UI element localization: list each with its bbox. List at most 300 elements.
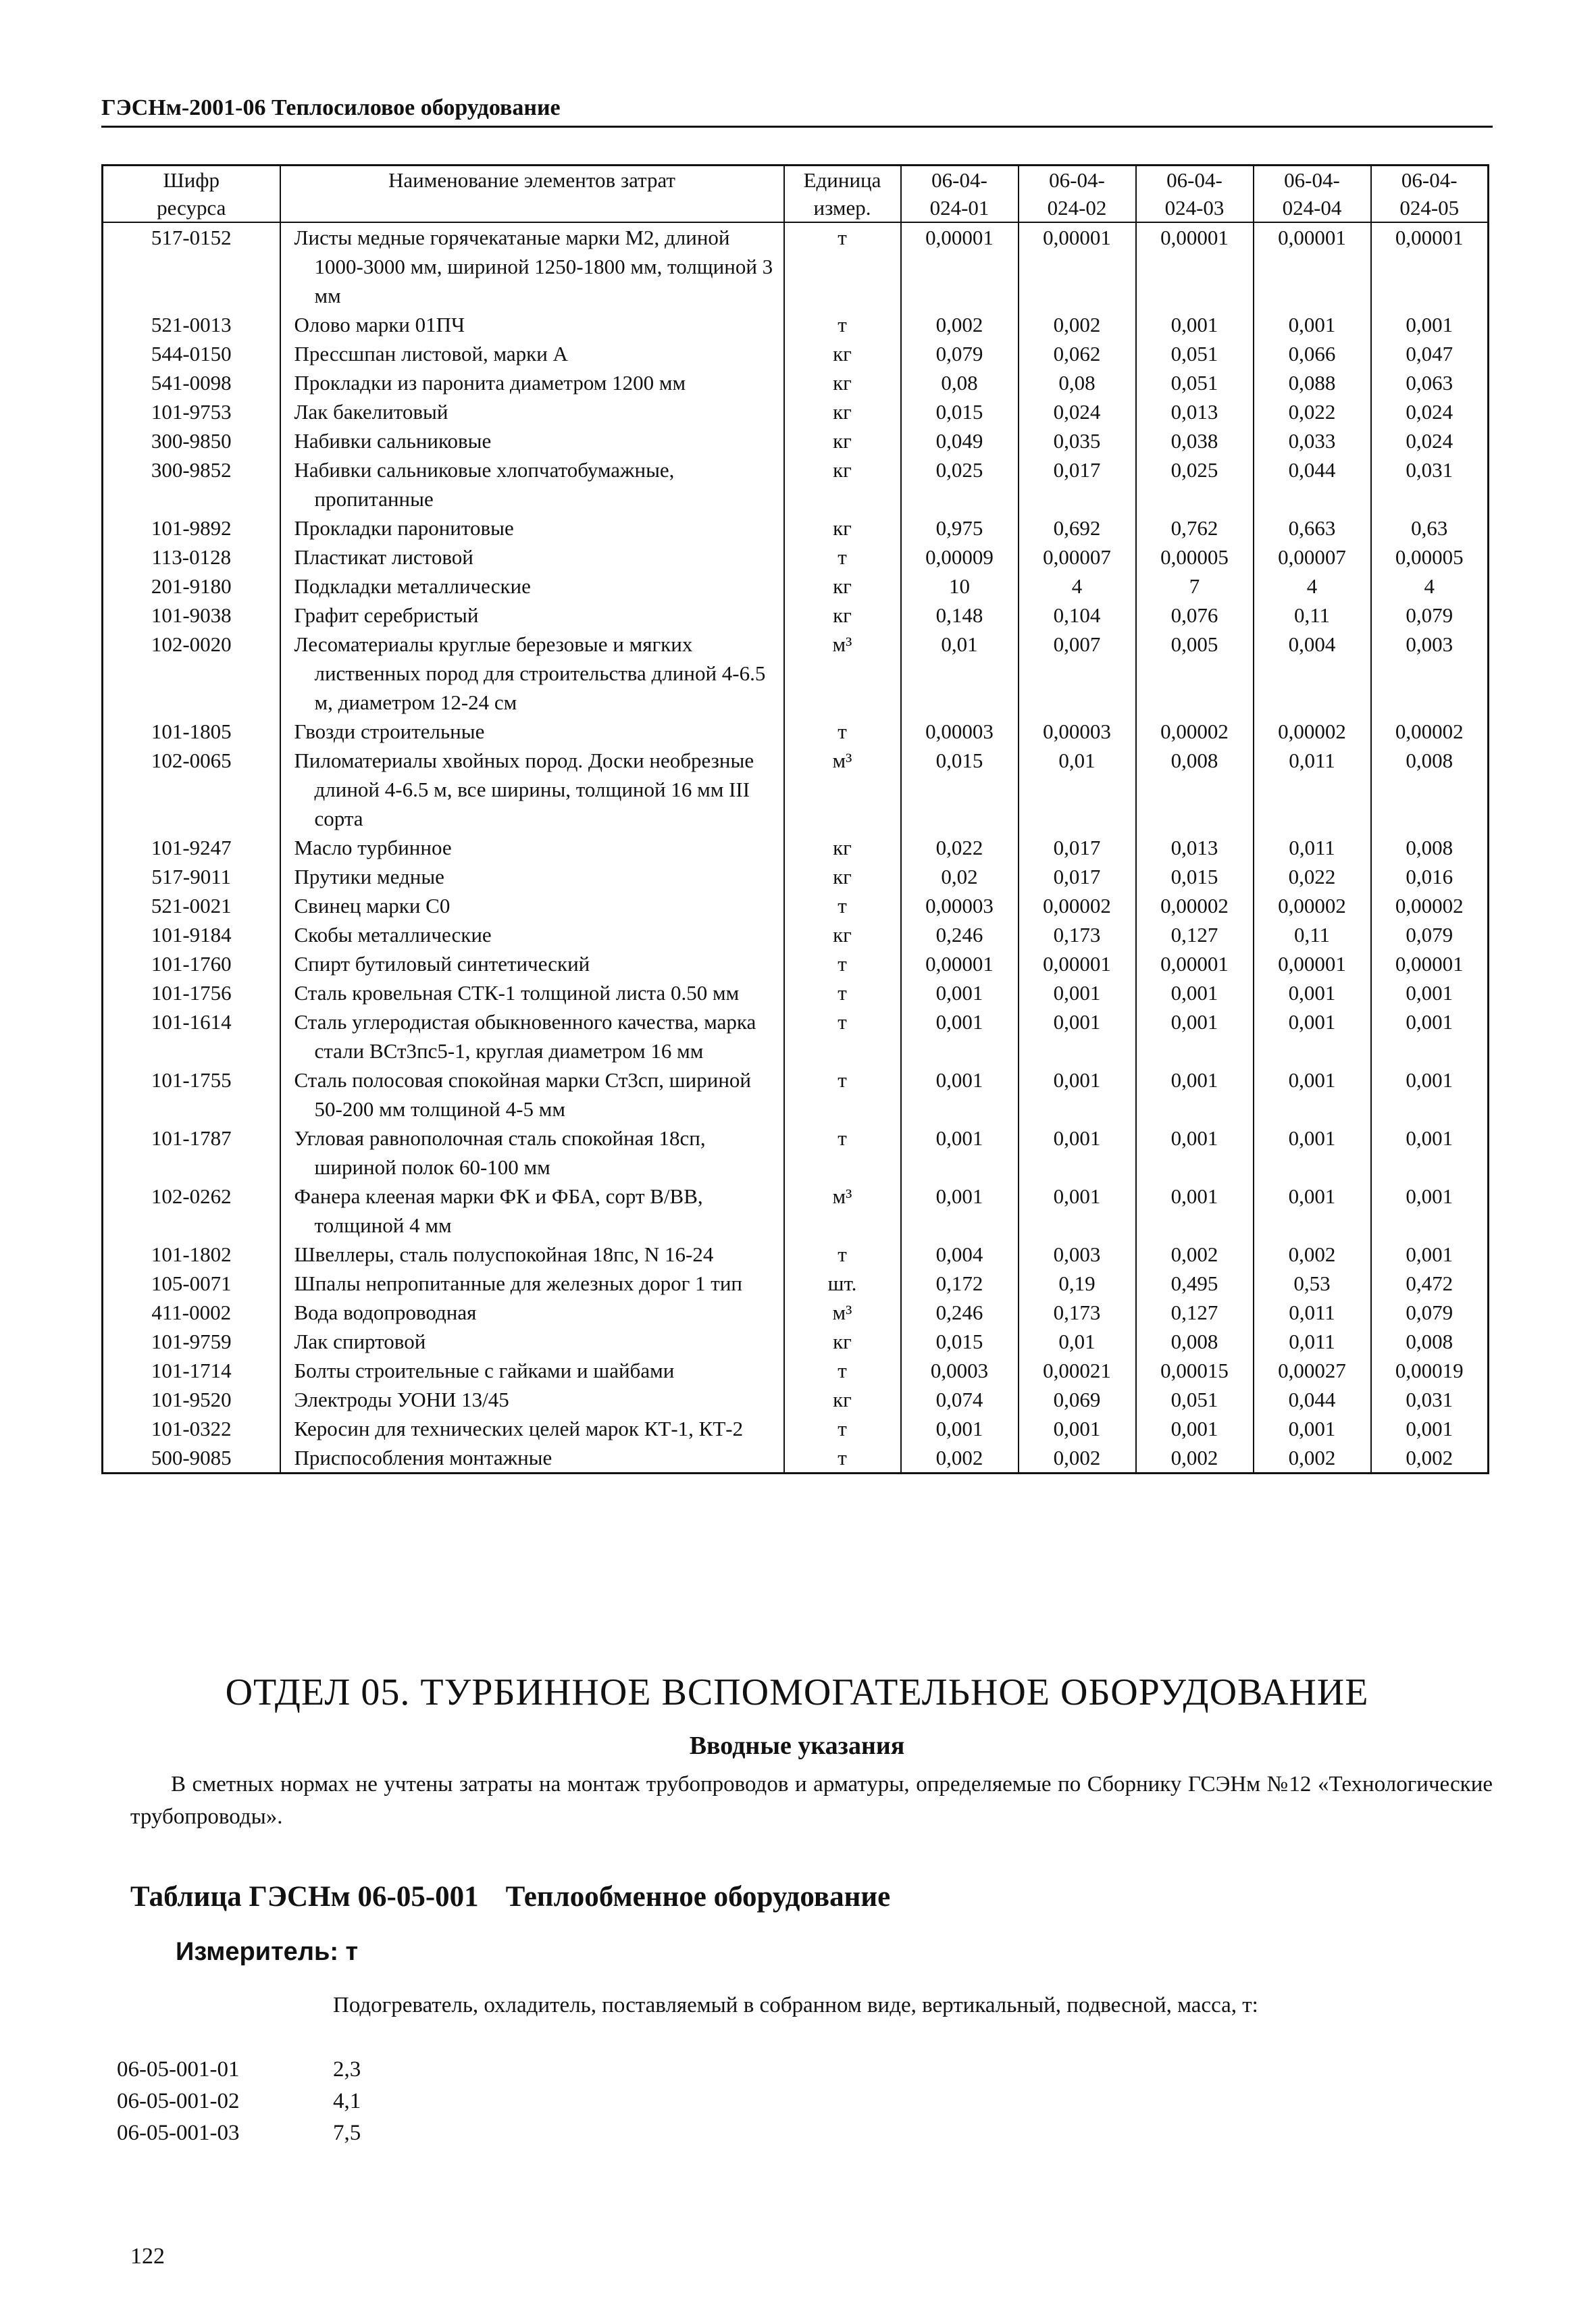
resource-name-cell [280,1182,784,1240]
value-col-3: 0,008 [1136,746,1254,833]
table-row [103,717,1489,746]
value-col-4: 0,004 [1254,630,1371,717]
resource-name: Прокладки из паронита диаметром 1200 мм [294,371,686,395]
resource-unit: кг [784,601,901,630]
value-col-4: 0,53 [1254,1269,1371,1298]
resource-name-cell [280,1327,784,1356]
value-col-3: 0,001 [1136,310,1254,339]
resource-unit: кг [784,339,901,368]
next-table-label: Таблица ГЭСНм 06-05-001 [130,1881,479,1913]
table-header-row [103,166,1489,223]
resource-name: Шпалы непропитанные для железных дорог 1 тип [294,1272,743,1295]
value-col-1: 0,002 [901,310,1019,339]
resource-code: 101-9759 [103,1327,280,1356]
resource-name-cell [280,833,784,862]
resource-unit: кг [784,426,901,455]
value-col-5: 0,063 [1371,368,1489,397]
value-col-4: 0,002 [1254,1240,1371,1269]
value-col-2: 0,001 [1019,1065,1136,1124]
value-col-1: 0,01 [901,630,1019,717]
value-col-3: 0,001 [1136,1065,1254,1124]
header-col-2 [1019,166,1136,223]
table-row [103,1240,1489,1269]
table-row [103,746,1489,833]
value-col-2: 0,01 [1019,746,1136,833]
header-unit-line1: Единица [803,168,881,192]
resource-name: Вода водопроводная [294,1301,477,1324]
value-col-2: 0,19 [1019,1269,1136,1298]
norm-mass: 4,1 [333,2089,361,2113]
value-col-1: 0,049 [901,426,1019,455]
header-col-1-line2: 024-01 [929,196,989,220]
value-col-4: 0,022 [1254,397,1371,426]
resource-unit: кг [784,455,901,513]
value-col-1: 0,975 [901,513,1019,543]
value-col-2: 0,024 [1019,397,1136,426]
table-row [103,1443,1489,1474]
resource-unit: кг [784,833,901,862]
value-col-4: 0,022 [1254,862,1371,891]
value-col-1: 0,079 [901,339,1019,368]
resource-code: 517-0152 [103,222,280,310]
resource-unit: т [784,310,901,339]
value-col-5: 0,079 [1371,920,1489,949]
resource-name: Сталь углеродистая обыкновенного качества, марка стали ВСт3пс5-1, круглая диаметром 16 мм [294,1010,756,1063]
resource-name: Пластикат листовой [294,545,473,569]
resource-name-cell [280,1298,784,1327]
value-col-2: 0,002 [1019,310,1136,339]
resource-name: Графит серебристый [294,603,479,627]
resource-unit: т [784,1065,901,1124]
value-col-3: 0,051 [1136,368,1254,397]
value-col-5: 0,001 [1371,1065,1489,1124]
resource-unit: кг [784,368,901,397]
resource-code: 500-9085 [103,1443,280,1474]
value-col-4: 0,11 [1254,920,1371,949]
resource-name: Лак бакелитовый [294,400,448,424]
value-col-1: 0,0003 [901,1356,1019,1385]
table-body [103,222,1489,1474]
value-col-4: 0,011 [1254,833,1371,862]
resource-name: Прутики медные [294,865,444,888]
resource-name-cell [280,1356,784,1385]
value-col-1: 0,002 [901,1443,1019,1474]
value-col-2: 0,001 [1019,1124,1136,1182]
resource-code: 102-0065 [103,746,280,833]
value-col-3: 0,001 [1136,978,1254,1007]
table-row [103,222,1489,310]
table-row [103,862,1489,891]
value-col-2: 0,035 [1019,426,1136,455]
value-col-1: 0,001 [901,978,1019,1007]
header-name-text: Наименование элементов затрат [388,168,675,192]
resource-name: Электроды УОНИ 13/45 [294,1388,509,1411]
table-row [103,1182,1489,1240]
value-col-5: 0,008 [1371,746,1489,833]
value-col-3: 0,00015 [1136,1356,1254,1385]
resource-name-cell [280,426,784,455]
header-name [280,166,784,223]
value-col-4: 0,044 [1254,1385,1371,1414]
resource-unit: т [784,1414,901,1443]
value-col-2: 0,00001 [1019,222,1136,310]
value-col-3: 0,00001 [1136,949,1254,978]
resource-name: Болты строительные с гайками и шайбами [294,1359,675,1382]
value-col-1: 0,246 [901,1298,1019,1327]
value-col-5: 0,079 [1371,601,1489,630]
value-col-3: 0,008 [1136,1327,1254,1356]
header-col-4-line2: 024-04 [1282,196,1342,220]
resource-code: 102-0020 [103,630,280,717]
resource-unit: т [784,978,901,1007]
resource-unit: т [784,1007,901,1065]
resource-name-cell [280,891,784,920]
table-row [103,1007,1489,1065]
header-code-line1: Шифр [163,168,220,192]
table-row [103,310,1489,339]
table-row [103,630,1489,717]
resource-name-cell [280,1385,784,1414]
value-col-4: 0,00001 [1254,949,1371,978]
resource-name: Прессшпан листовой, марки А [294,342,568,366]
resource-unit: кг [784,513,901,543]
resource-code: 101-1614 [103,1007,280,1065]
resource-unit: т [784,1356,901,1385]
value-col-2: 0,017 [1019,833,1136,862]
value-col-3: 0,00002 [1136,891,1254,920]
resource-name-cell [280,949,784,978]
value-col-5: 0,00002 [1371,891,1489,920]
value-col-2: 0,01 [1019,1327,1136,1356]
value-col-2: 0,692 [1019,513,1136,543]
value-col-1: 10 [901,572,1019,601]
value-col-3: 0,002 [1136,1443,1254,1474]
header-unit [784,166,901,223]
resource-unit: м³ [784,746,901,833]
resource-unit: шт. [784,1269,901,1298]
value-col-1: 0,00009 [901,543,1019,572]
value-col-3: 0,001 [1136,1182,1254,1240]
resource-code: 101-1756 [103,978,280,1007]
resource-code: 411-0002 [103,1298,280,1327]
value-col-3: 0,025 [1136,455,1254,513]
resource-name: Олово марки 01ПЧ [294,313,465,336]
resource-unit: кг [784,1327,901,1356]
table-row [103,426,1489,455]
resource-unit: т [784,891,901,920]
value-col-3: 0,002 [1136,1240,1254,1269]
value-col-4: 0,044 [1254,455,1371,513]
resource-name-cell [280,1124,784,1182]
header-col-1-line1: 06-04- [931,168,987,192]
resource-name-cell [280,920,784,949]
value-col-1: 0,022 [901,833,1019,862]
value-col-3: 0,127 [1136,920,1254,949]
intro-text: В сметных нормах не учтены затраты на монтаж трубопроводов и арматуры, определяемые по Сборнику ГСЭНм №12 «Технологические трубопроводы». [130,1772,1493,1829]
resource-name-cell [280,368,784,397]
resource-unit: т [784,1443,901,1474]
value-col-4: 0,001 [1254,1007,1371,1065]
value-col-2: 0,001 [1019,1007,1136,1065]
value-col-3: 0,00005 [1136,543,1254,572]
resource-code: 201-9180 [103,572,280,601]
value-col-5: 0,024 [1371,397,1489,426]
value-col-5: 0,63 [1371,513,1489,543]
value-col-4: 0,002 [1254,1443,1371,1474]
value-col-2: 0,001 [1019,1182,1136,1240]
resource-name-cell [280,397,784,426]
value-col-5: 0,031 [1371,1385,1489,1414]
value-col-4: 0,001 [1254,310,1371,339]
table-row [103,1327,1489,1356]
value-col-5: 0,00001 [1371,222,1489,310]
intro-title: Вводные указания [689,1732,905,1760]
resource-name: Сталь кровельная СТК-1 толщиной листа 0.50 мм [294,981,740,1005]
table-row [103,368,1489,397]
table-row [103,891,1489,920]
value-col-2: 4 [1019,572,1136,601]
norm-code: 06-05-001-03 [117,2121,240,2145]
value-col-3: 0,762 [1136,513,1254,543]
resource-code: 300-9852 [103,455,280,513]
value-col-1: 0,00003 [901,717,1019,746]
value-col-4: 0,00001 [1254,222,1371,310]
resource-unit: т [784,1240,901,1269]
resource-name-cell [280,601,784,630]
resource-name-cell [280,630,784,717]
resource-unit: т [784,949,901,978]
header-col-5-line2: 024-05 [1399,196,1460,220]
value-col-5: 0,024 [1371,426,1489,455]
header-col-3-line1: 06-04- [1166,168,1222,192]
measure-unit: Измеритель: т [176,1938,359,1966]
value-col-3: 0,00001 [1136,222,1254,310]
table-row [103,949,1489,978]
resource-name: Масло турбинное [294,836,452,859]
table-row [103,601,1489,630]
value-col-2: 0,173 [1019,920,1136,949]
value-col-1: 0,015 [901,1327,1019,1356]
resource-name-cell [280,717,784,746]
header-col-5-line1: 06-04- [1401,168,1458,192]
value-col-2: 0,069 [1019,1385,1136,1414]
value-col-5: 0,079 [1371,1298,1489,1327]
value-col-3: 0,015 [1136,862,1254,891]
resource-code: 101-9520 [103,1385,280,1414]
header-col-5 [1371,166,1489,223]
table-row [103,1356,1489,1385]
value-col-5: 0,001 [1371,1124,1489,1182]
value-col-3: 0,051 [1136,339,1254,368]
value-col-2: 0,00021 [1019,1356,1136,1385]
value-col-2: 0,173 [1019,1298,1136,1327]
resource-code: 101-1714 [103,1356,280,1385]
value-col-1: 0,015 [901,746,1019,833]
value-col-1: 0,148 [901,601,1019,630]
value-col-5: 0,047 [1371,339,1489,368]
value-col-1: 0,00003 [901,891,1019,920]
header-col-1 [901,166,1019,223]
value-col-4: 0,663 [1254,513,1371,543]
table-row [103,978,1489,1007]
table-row [103,339,1489,368]
resource-name: Набивки сальниковые хлопчатобумажные, пропитанные [294,458,675,511]
table-row [103,920,1489,949]
norm-description: Подогреватель, охладитель, поставляемый в собранном виде, вертикальный, подвесной, масса, т: [333,1993,1258,2017]
resource-name-cell [280,339,784,368]
value-col-2: 0,003 [1019,1240,1136,1269]
header-code [103,166,280,223]
resource-name: Угловая равнополочная сталь спокойная 18сп, шириной полок 60-100 мм [294,1126,706,1179]
table-row [103,1298,1489,1327]
resource-name-cell [280,1443,784,1474]
resource-name: Пиломатериалы хвойных пород. Доски необрезные длиной 4-6.5 м, все ширины, толщиной 16 мм III сорта [294,749,754,830]
value-col-4: 0,011 [1254,746,1371,833]
norm-code: 06-05-001-02 [117,2089,240,2113]
value-col-2: 0,017 [1019,455,1136,513]
resource-name-cell [280,455,784,513]
resource-code: 541-0098 [103,368,280,397]
value-col-2: 0,104 [1019,601,1136,630]
value-col-4: 4 [1254,572,1371,601]
resource-code: 521-0021 [103,891,280,920]
value-col-4: 0,001 [1254,1182,1371,1240]
value-col-2: 0,062 [1019,339,1136,368]
header-col-4 [1254,166,1371,223]
value-col-1: 0,001 [901,1124,1019,1182]
resource-table [101,164,1489,1474]
value-col-5: 0,00005 [1371,543,1489,572]
resource-code: 521-0013 [103,310,280,339]
value-col-1: 0,001 [901,1414,1019,1443]
norm-mass: 7,5 [333,2121,361,2145]
header-unit-line2: измер. [813,196,871,220]
value-col-1: 0,015 [901,397,1019,426]
value-col-5: 0,008 [1371,833,1489,862]
value-col-1: 0,025 [901,455,1019,513]
value-col-4: 0,00007 [1254,543,1371,572]
resource-code: 300-9850 [103,426,280,455]
norm-mass: 2,3 [333,2057,361,2082]
page-header: ГЭСНм-2001-06 Теплосиловое оборудование [101,95,1493,128]
resource-name-cell [280,572,784,601]
resource-name: Прокладки паронитовые [294,516,514,540]
value-col-5: 0,472 [1371,1269,1489,1298]
value-col-1: 0,172 [901,1269,1019,1298]
value-col-3: 0,038 [1136,426,1254,455]
value-col-4: 0,00002 [1254,717,1371,746]
value-col-3: 0,001 [1136,1414,1254,1443]
resource-name-cell [280,746,784,833]
resource-code: 102-0262 [103,1182,280,1240]
value-col-5: 0,001 [1371,1007,1489,1065]
table-row [103,1269,1489,1298]
value-col-5: 0,00002 [1371,717,1489,746]
value-col-2: 0,002 [1019,1443,1136,1474]
value-col-3: 0,127 [1136,1298,1254,1327]
resource-unit: т [784,543,901,572]
value-col-3: 0,495 [1136,1269,1254,1298]
value-col-5: 0,031 [1371,455,1489,513]
resource-code: 101-9753 [103,397,280,426]
value-col-5: 0,016 [1371,862,1489,891]
resource-unit: т [784,1124,901,1182]
resource-code: 101-9038 [103,601,280,630]
resource-code: 101-1755 [103,1065,280,1124]
value-col-1: 0,074 [901,1385,1019,1414]
norm-row [117,2086,361,2117]
resource-code: 113-0128 [103,543,280,572]
resource-code: 544-0150 [103,339,280,368]
resource-name: Приспособления монтажные [294,1446,552,1469]
table-row [103,1124,1489,1182]
value-col-1: 0,02 [901,862,1019,891]
value-col-4: 0,011 [1254,1298,1371,1327]
resource-code: 101-1805 [103,717,280,746]
value-col-1: 0,08 [901,368,1019,397]
resource-name: Листы медные горячекатаные марки М2, длиной 1000-3000 мм, шириной 1250-1800 мм, толщиной 3 мм [294,226,773,307]
value-col-1: 0,246 [901,920,1019,949]
value-col-4: 0,001 [1254,1414,1371,1443]
value-col-4: 0,011 [1254,1327,1371,1356]
resource-code: 101-1802 [103,1240,280,1269]
value-col-4: 0,001 [1254,1124,1371,1182]
resource-unit: кг [784,397,901,426]
value-col-5: 0,00019 [1371,1356,1489,1385]
resource-unit: кг [784,920,901,949]
header-col-2-line2: 024-02 [1047,196,1107,220]
value-col-2: 0,00001 [1019,949,1136,978]
table-row [103,513,1489,543]
value-col-1: 0,001 [901,1065,1019,1124]
value-col-4: 0,066 [1254,339,1371,368]
resource-name: Спирт бутиловый синтетический [294,952,590,976]
table-row [103,1385,1489,1414]
value-col-5: 0,001 [1371,1240,1489,1269]
next-table-title [130,1878,1493,1916]
value-col-4: 0,001 [1254,1065,1371,1124]
header-code-line2: ресурса [157,196,226,220]
value-col-4: 0,11 [1254,601,1371,630]
resource-code: 101-1787 [103,1124,280,1182]
norm-code: 06-05-001-01 [117,2057,240,2082]
value-col-2: 0,001 [1019,1414,1136,1443]
value-col-5: 0,001 [1371,1182,1489,1240]
value-col-3: 0,013 [1136,397,1254,426]
value-col-3: 0,00002 [1136,717,1254,746]
resource-name-cell [280,1240,784,1269]
resource-name: Фанера клееная марки ФК и ФБА, сорт В/ВВ, толщиной 4 мм [294,1184,703,1237]
value-col-2: 0,08 [1019,368,1136,397]
value-col-5: 0,003 [1371,630,1489,717]
header-col-4-line1: 06-04- [1284,168,1340,192]
resource-code: 105-0071 [103,1269,280,1298]
resource-name: Гвозди строительные [294,720,485,743]
resource-code: 101-9184 [103,920,280,949]
resource-unit: м³ [784,1182,901,1240]
page-number: 122 [130,2244,165,2269]
value-col-5: 4 [1371,572,1489,601]
table-row [103,543,1489,572]
value-col-1: 0,00001 [901,949,1019,978]
value-col-3: 0,001 [1136,1124,1254,1182]
value-col-2: 0,00007 [1019,543,1136,572]
value-col-1: 0,004 [901,1240,1019,1269]
value-col-5: 0,001 [1371,310,1489,339]
header-col-3 [1136,166,1254,223]
norm-row [117,2054,361,2086]
resource-name: Швеллеры, сталь полуспокойная 18пс, N 16-24 [294,1242,714,1266]
